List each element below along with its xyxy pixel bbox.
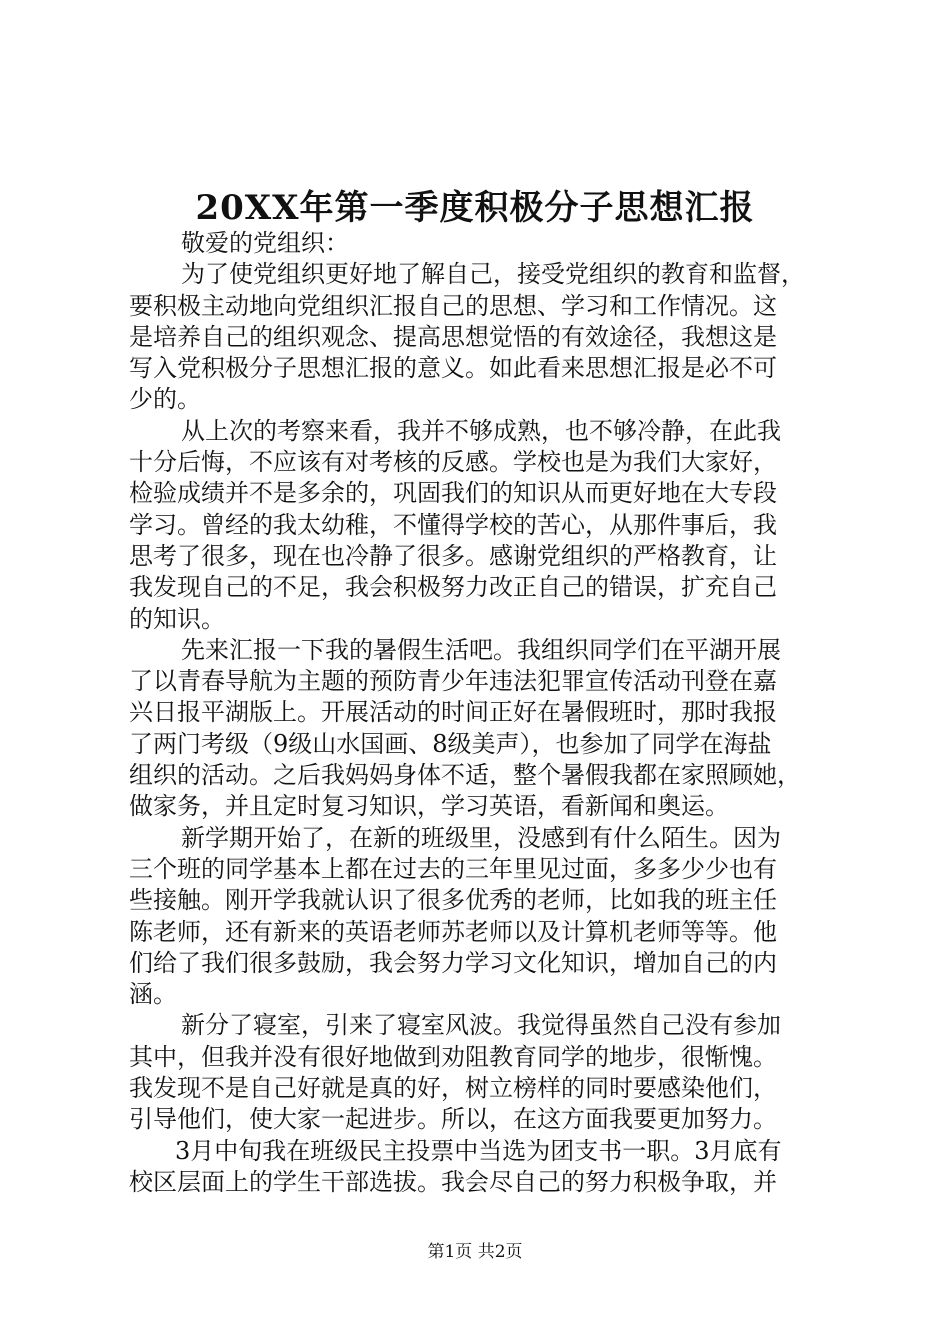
page-number-footer: 第1页 共2页 <box>427 1242 523 1262</box>
body-line: 了两门考级（9级山水国画、8级美声），也参加了同学在海盐 <box>129 729 772 758</box>
body-line: 思考了很多，现在也冷静了很多。感谢党组织的严格教育，让 <box>129 541 777 570</box>
body-line: 要积极主动地向党组织汇报自己的思想、学习和工作情况。这 <box>129 291 777 320</box>
body-line: 为了使党组织更好地了解自己，接受党组织的教育和监督， <box>181 260 805 289</box>
body-line: 我发现自己的不足，我会积极努力改正自己的错误，扩充自己 <box>129 573 777 602</box>
document-body <box>129 228 835 1198</box>
body-line: 从上次的考察来看，我并不够成熟，也不够冷静，在此我 <box>181 416 781 445</box>
document-title: 20XX年第一季度积极分子思想汇报 <box>195 188 755 228</box>
body-line: 做家务，并且定时复习知识，学习英语，看新闻和奥运。 <box>129 792 729 821</box>
body-line: 三个班的同学基本上都在过去的三年里见过面，多多少少也有 <box>129 854 777 883</box>
body-line: 少的。 <box>129 385 201 414</box>
body-line: 其中，但我并没有很好地做到劝阻教育同学的地步，很惭愧。 <box>129 1042 777 1071</box>
body-line: 的知识。 <box>129 604 225 633</box>
body-line: 陈老师，还有新来的英语老师苏老师以及计算机老师等等。他 <box>129 917 777 946</box>
body-line: 校区层面上的学生干部选拔。我会尽自己的努力积极争取，并 <box>129 1167 777 1196</box>
body-line: 新分了寝室，引来了寝室风波。我觉得虽然自己没有参加 <box>181 1011 781 1040</box>
body-line: 们给了我们很多鼓励，我会努力学习文化知识，增加自己的内 <box>129 948 777 977</box>
body-line: 先来汇报一下我的暑假生活吧。我组织同学们在平湖开展 <box>181 635 781 664</box>
body-line: 3月中旬我在班级民主投票中当选为团支书一职。3月底有 <box>175 1136 782 1165</box>
salutation-line: 敬爱的党组织： <box>181 229 349 257</box>
body-line: 兴日报平湖版上。开展活动的时间正好在暑假班时，那时我报 <box>129 698 777 727</box>
body-line: 是培养自己的组织观念、提高思想觉悟的有效途径，我想这是 <box>129 322 777 351</box>
body-line: 涵。 <box>129 980 177 1009</box>
body-line: 新学期开始了，在新的班级里，没感到有什么陌生。因为 <box>181 823 781 852</box>
body-line: 引导他们，使大家一起进步。所以，在这方面我要更加努力。 <box>129 1105 777 1134</box>
body-line: 我发现不是自己好就是真的好，树立榜样的同时要感染他们， <box>129 1074 777 1103</box>
body-line: 学习。曾经的我太幼稚，不懂得学校的苦心，从那件事后，我 <box>129 510 777 539</box>
body-line: 十分后悔，不应该有对考核的反感。学校也是为我们大家好， <box>129 448 777 477</box>
body-line: 组织的活动。之后我妈妈身体不适，整个暑假我都在家照顾她， <box>129 761 801 790</box>
body-line: 检验成绩并不是多余的，巩固我们的知识从而更好地在大专段 <box>129 479 777 508</box>
body-line: 些接触。刚开学我就认识了很多优秀的老师，比如我的班主任 <box>129 886 777 915</box>
body-line: 写入党积极分子思想汇报的意义。如此看来思想汇报是必不可 <box>129 354 777 383</box>
body-line: 了以青春导航为主题的预防青少年违法犯罪宣传活动刊登在嘉 <box>129 667 777 696</box>
